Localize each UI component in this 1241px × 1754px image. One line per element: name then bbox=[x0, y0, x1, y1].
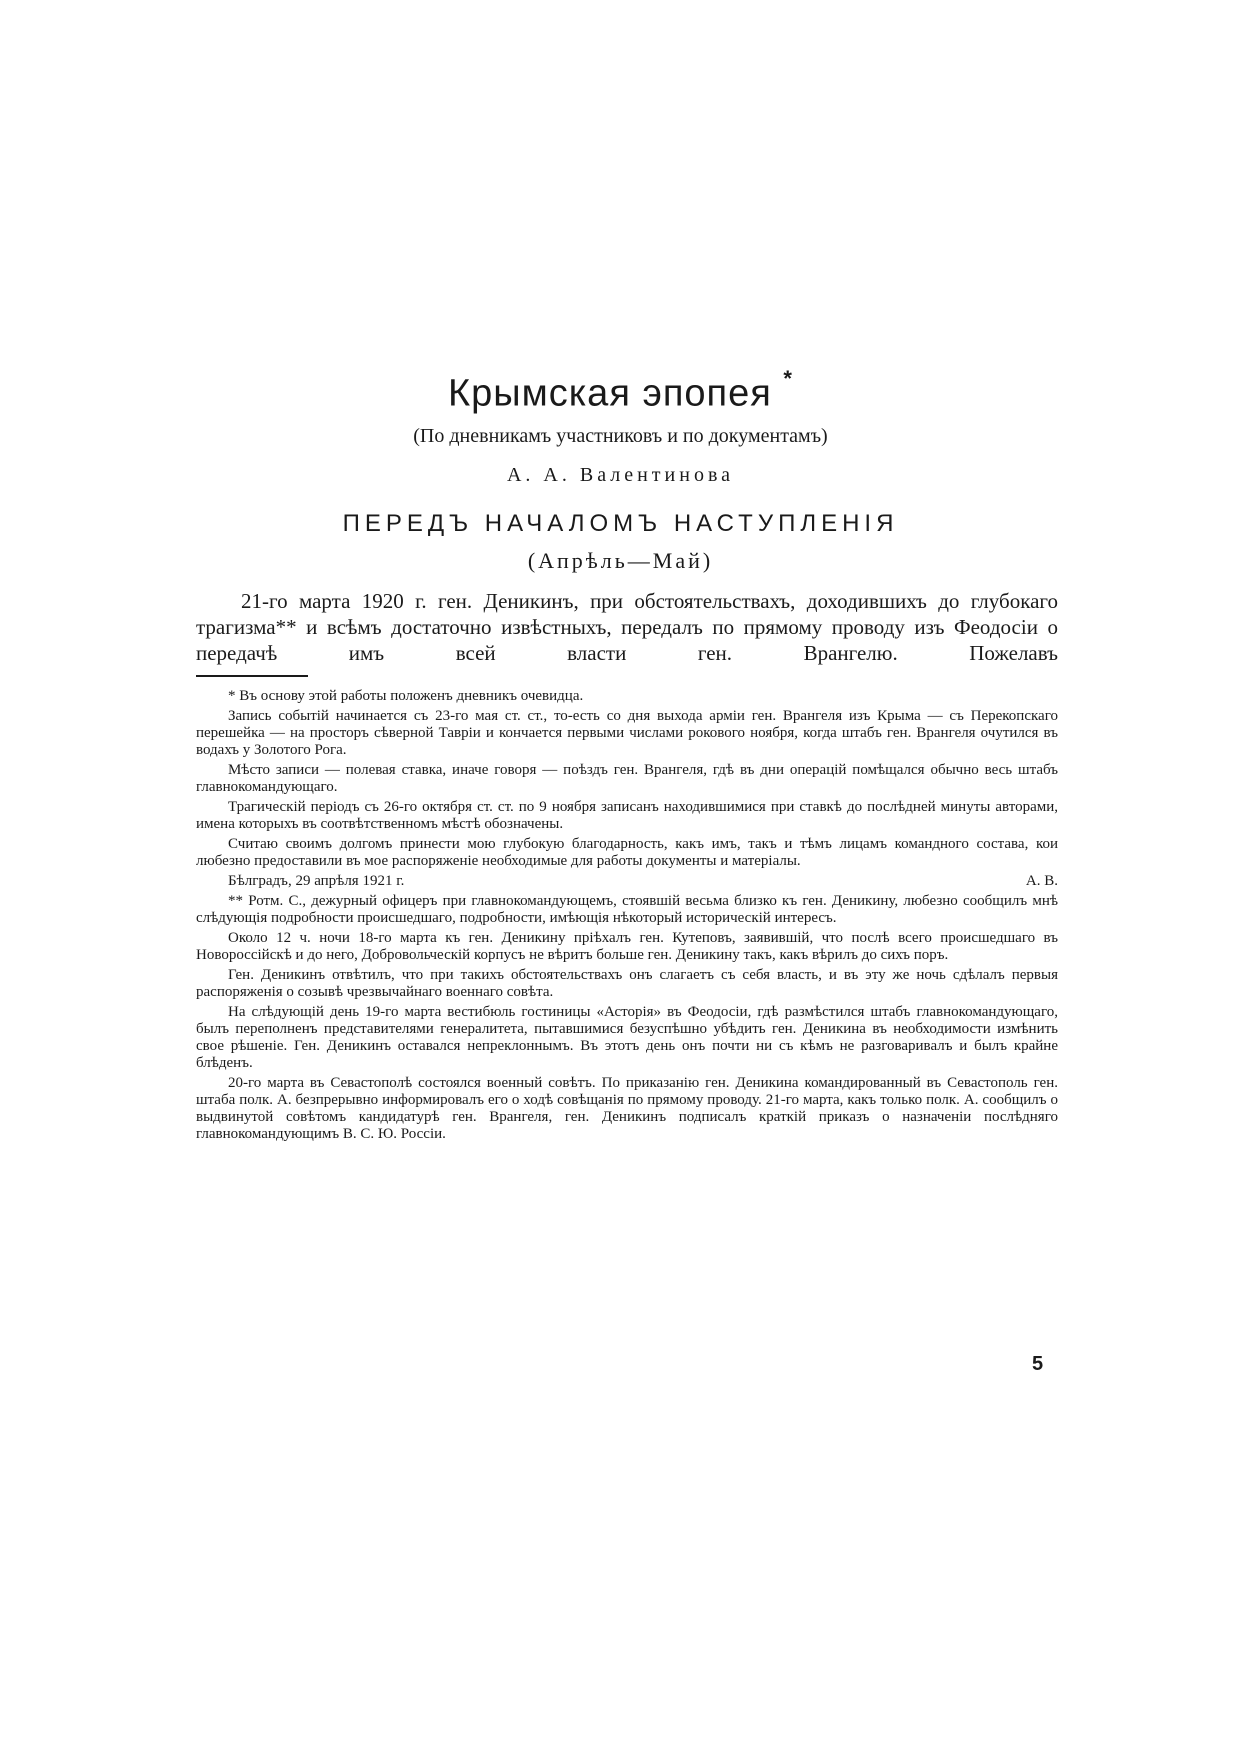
subtitle: (По дневникамъ участниковъ и по документамъ) bbox=[413, 425, 828, 447]
footnote-paragraph: Трагическій періодъ съ 26-го октября ст. ст. по 9 ноября записанъ находившимися при ставкѣ до послѣдней минуты авторами, имена которыхъ въ соотвѣтственномъ мѣстѣ обозначены. bbox=[196, 799, 1058, 832]
footnote-paragraph: На слѣдующій день 19-го марта вестибюль гостиницы «Асторія» въ Феодосіи, гдѣ размѣстился штабъ главнокомандующаго, былъ переполненъ представителями генералитета, пытавшимися безуспѣшно убѣдить ген. Деникина въ необходимости измѣнить свое рѣшеніе. Ген. Деникинъ оставался непреклоннымъ. Въ этотъ день онъ почти ни съ кѣмъ не разговаривалъ и былъ крайне блѣденъ. bbox=[196, 1004, 1058, 1071]
title-footnote-mark: * bbox=[783, 366, 793, 391]
footnotes bbox=[196, 688, 1058, 1146]
footnote-paragraph: Запись событій начинается съ 23-го мая ст. ст., то-есть со дня выхода арміи ген. Врангеля изъ Крыма — съ Перекопскаго перешейка — на просторъ сѣверной Тавріи и кончается первыми числами рокового ноября, когда штабъ ген. Врангеля очутился въ водахъ у Золотого Рога. bbox=[196, 708, 1058, 758]
place-date: Бѣлградъ, 29 апрѣля 1921 г. bbox=[228, 873, 405, 889]
footnote-divider bbox=[196, 675, 308, 677]
footnote-paragraph: Считаю своимъ долгомъ принести мою глубокую благодарность, какъ имъ, такъ и тѣмъ лицамъ командного состава, кои любезно предоставили въ мое распоряженіе необходимые для работы документы и матеріалы. bbox=[196, 836, 1058, 869]
title-text: Крымская эпопея bbox=[448, 372, 772, 415]
section-period: (Апрѣль—Май) bbox=[527, 548, 714, 573]
footnote-2: ** Ротм. С., дежурный офицеръ при главнокомандующемъ, стоявшій весьма близко къ ген. Деникину, любезно сообщилъ мнѣ слѣдующія подробности происшедшаго, подробности, имѣющія нѣкоторый историческій интересъ. bbox=[196, 893, 1058, 926]
footnote-1: * Въ основу этой работы положенъ дневникъ очевидца. bbox=[228, 688, 584, 704]
footnote-paragraph: Ген. Деникинъ отвѣтилъ, что при такихъ обстоятельствахъ онъ слагаетъ съ себя власть, и въ эту же ночь сдѣлалъ первыя распоряженія о созывѣ чрезвычайнаго военнаго совѣта. bbox=[196, 967, 1058, 1000]
page-title bbox=[0, 366, 1241, 416]
footnote-paragraph: 20-го марта въ Севастополѣ состоялся военный совѣтъ. По приказанію ген. Деникина командированный въ Севастополь ген. штаба полк. А. безпрерывно информировалъ его о ходѣ совѣщанія по прямому проводу. 21-го марта, какъ только полк. А. сообщилъ о выдвинутой совѣтомъ кандидатурѣ ген. Врангеля, ген. Деникинъ подписалъ краткій приказъ о назначеніи послѣдняго главнокомандующимъ В. С. Ю. Россіи. bbox=[196, 1075, 1058, 1142]
page-number: 5 bbox=[1032, 1353, 1044, 1375]
body-text bbox=[196, 588, 1058, 666]
author-initials: А. В. bbox=[1025, 873, 1058, 889]
footnote-paragraph: Мѣсто записи — полевая ставка, иначе говоря — поѣздъ ген. Врангеля, гдѣ въ дни операцій помѣщался обычно весь штабъ главнокомандующаго. bbox=[196, 762, 1058, 795]
footnote-paragraph: Около 12 ч. ночи 18-го марта къ ген. Деникину пріѣхалъ ген. Кутеповъ, заявившій, что послѣ всего происшедшаго въ Новороссійскѣ и до него, Добровольческій корпусъ не вѣритъ больше ген. Деникину такъ, какъ вѣрилъ до сихъ поръ. bbox=[196, 930, 1058, 963]
section-heading: ПЕРЕДЪ НАЧАЛОМЪ НАСТУПЛЕНІЯ bbox=[342, 510, 899, 537]
footnote-signature bbox=[196, 873, 1058, 890]
author: А. А. Валентинова bbox=[506, 464, 735, 486]
body-paragraph: 21-го марта 1920 г. ген. Деникинъ, при обстоятельствахъ, доходившихъ до глубокаго трагизма** и всѣмъ достаточно извѣстныхъ, передалъ по прямому проводу изъ Феодосіи о передачѣ имъ всей власти ген. Врангелю. Пожелавъ bbox=[196, 589, 1058, 665]
